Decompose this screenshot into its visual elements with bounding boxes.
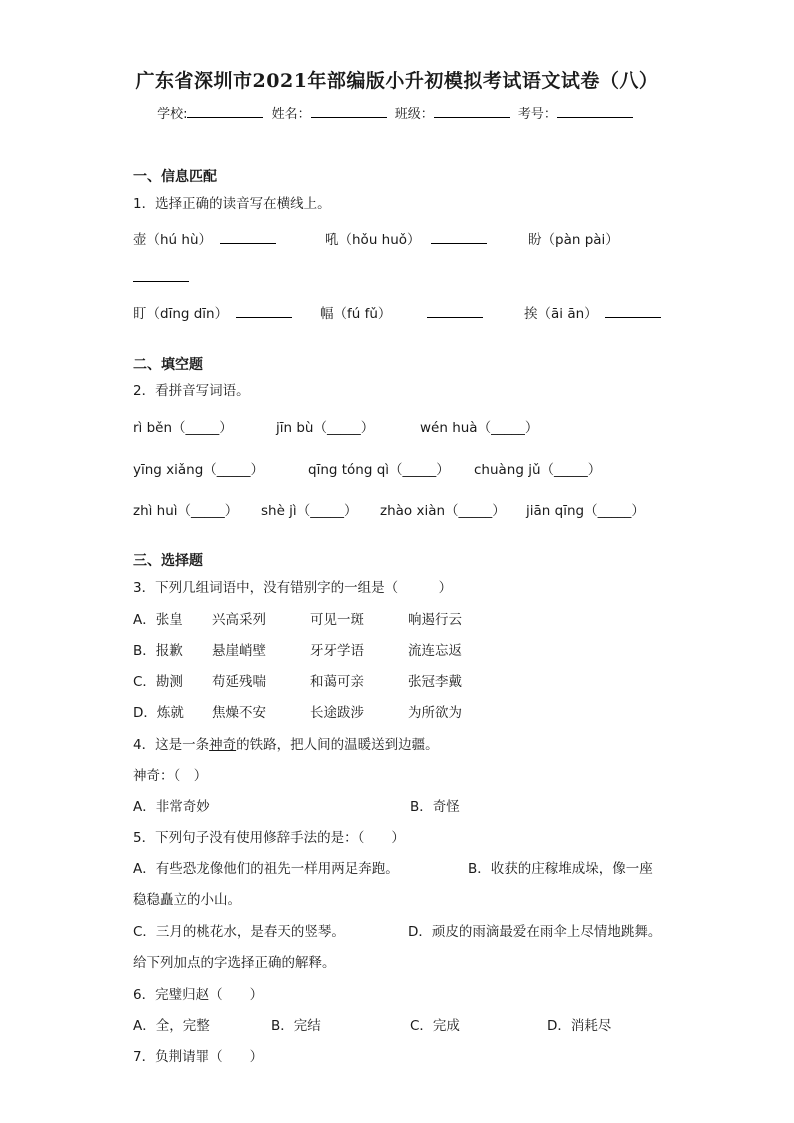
q1-item-2 <box>325 228 421 248</box>
q1-item-1 <box>133 228 212 248</box>
q1-item-1-text: 壶（hú hù） <box>133 232 213 248</box>
q2-item-10[interactable]: jiān qīng（_____） <box>526 503 645 519</box>
q2-item-5[interactable]: qīng tóng qì（_____） <box>308 462 450 478</box>
student-info-line <box>0 103 794 122</box>
class-blank[interactable] <box>434 105 510 118</box>
q3-option-a-word-3: 响遏行云 <box>408 612 462 628</box>
q4-prompt <box>133 733 439 753</box>
q2-item-8[interactable]: shè jì（_____） <box>261 503 358 519</box>
q1-item-3-text: 盼（pàn pài） <box>528 232 619 248</box>
q1-blank-3[interactable] <box>133 266 189 282</box>
exam-number-label: 考号： <box>517 107 557 122</box>
section-heading-1: 一、信息匹配 <box>133 169 217 185</box>
q3-option-d-word-2: 长途跋涉 <box>310 705 364 721</box>
q3-option-a-word-2: 可见一斑 <box>310 612 364 628</box>
q3-option-c-word-3: 张冠李戴 <box>408 674 462 690</box>
q4-prompt-post: 的铁路，把人间的温暖送到边疆。 <box>236 737 439 753</box>
school-label: 学校: <box>157 107 188 122</box>
q3-option-b-word-2: 牙牙学语 <box>310 643 364 659</box>
q3-option-d-word-1: 焦燥不安 <box>212 705 266 721</box>
q2-item-1[interactable]: rì běn（_____） <box>133 420 233 436</box>
q3-option-b-word-3: 流连忘返 <box>408 643 462 659</box>
q3-option-a-word-1: 兴高采列 <box>212 612 266 628</box>
q3-option-d-word-3: 为所欲为 <box>408 705 462 721</box>
q3-prompt: 3．下列几组词语中，没有错别字的一组是（ ） <box>133 580 453 596</box>
q1-item-3 <box>528 228 619 248</box>
page-title: 广东省深圳市2021年部编版小升初模拟考试语文试卷（八） <box>135 70 659 92</box>
q4-option-b[interactable]: B．奇怪 <box>410 799 460 815</box>
q1-item-4-text: 盯（dīng dīn） <box>133 306 229 322</box>
q5-option-b-continued: 稳稳矗立的小山。 <box>133 892 241 908</box>
q6-option-a[interactable]: A．全，完整 <box>133 1018 210 1034</box>
exam-number-blank[interactable] <box>557 105 633 118</box>
q1-item-5 <box>320 302 391 322</box>
q3-option-c-label[interactable]: C．勘测 <box>133 674 183 690</box>
q5-option-a[interactable]: A．有些恐龙像他们的祖先一样用两足奔跑。 <box>133 861 399 877</box>
section-heading-2: 二、填空题 <box>133 357 203 373</box>
q5-option-c[interactable]: C．三月的桃花水，是春天的竖琴。 <box>133 924 345 940</box>
q2-item-3[interactable]: wén huà（_____） <box>420 420 539 436</box>
q3-option-d-label[interactable]: D．炼就 <box>133 705 184 721</box>
q2-item-2[interactable]: jīn bù（_____） <box>276 420 375 436</box>
q1-item-6-text: 挨（āi ān） <box>524 306 598 322</box>
q5-option-b[interactable]: B．收获的庄稼堆成垛，像一座 <box>468 861 653 877</box>
q1-blank-6[interactable] <box>605 302 661 318</box>
class-label: 班级： <box>394 107 434 122</box>
q2-item-7[interactable]: zhì huì（_____） <box>133 503 239 519</box>
q1-prompt: 1．选择正确的读音写在横线上。 <box>133 196 331 212</box>
q1-blank-1[interactable] <box>220 228 276 244</box>
q3-option-c-word-2: 和蔼可亲 <box>310 674 364 690</box>
q6-option-c[interactable]: C．完成 <box>410 1018 460 1034</box>
q3-option-b-label[interactable]: B．报歉 <box>133 643 183 659</box>
q3-option-a-label[interactable]: A．张皇 <box>133 612 183 628</box>
q5-option-d[interactable]: D．顽皮的雨滴最爱在雨伞上尽情地跳舞。 <box>408 924 662 940</box>
q1-item-5-text: 幅（fú fǔ） <box>320 306 392 322</box>
q1-blank-4[interactable] <box>236 302 292 318</box>
q6-option-b[interactable]: B．完结 <box>271 1018 321 1034</box>
school-blank[interactable] <box>187 105 263 118</box>
instruction-text: 给下列加点的字选择正确的解释。 <box>133 955 336 971</box>
q4-underlined-word: 神奇 <box>209 737 237 753</box>
q4-prompt-pre: 4．这是一条 <box>133 737 210 753</box>
q3-option-c-word-1: 苟延残喘 <box>212 674 266 690</box>
q3-option-b-word-1: 悬崖峭壁 <box>212 643 266 659</box>
q7-prompt: 7．负荆请罪（ ） <box>133 1049 264 1065</box>
q1-item-6 <box>524 302 598 322</box>
section-heading-3: 三、选择题 <box>133 553 203 569</box>
q1-item-4 <box>133 302 228 322</box>
q1-item-2-text: 吼（hǒu huǒ） <box>325 232 421 248</box>
q1-blank-2[interactable] <box>431 228 487 244</box>
q1-blank-5[interactable] <box>427 302 483 318</box>
q2-prompt: 2．看拼音写词语。 <box>133 383 250 399</box>
q4-option-a[interactable]: A．非常奇妙 <box>133 799 210 815</box>
name-label: 姓名： <box>271 107 311 122</box>
q2-item-6[interactable]: chuàng jǔ（_____） <box>474 462 602 478</box>
q6-prompt: 6．完璧归赵（ ） <box>133 987 264 1003</box>
q4-sub-prompt: 神奇：（ ） <box>133 768 208 784</box>
q2-item-9[interactable]: zhào xiàn（_____） <box>380 503 506 519</box>
q2-item-4[interactable]: yīng xiǎng（_____） <box>133 462 265 478</box>
q6-option-d[interactable]: D．消耗尽 <box>547 1018 612 1034</box>
name-blank[interactable] <box>311 105 387 118</box>
q5-prompt: 5．下列句子没有使用修辞手法的是：（ ） <box>133 830 405 846</box>
